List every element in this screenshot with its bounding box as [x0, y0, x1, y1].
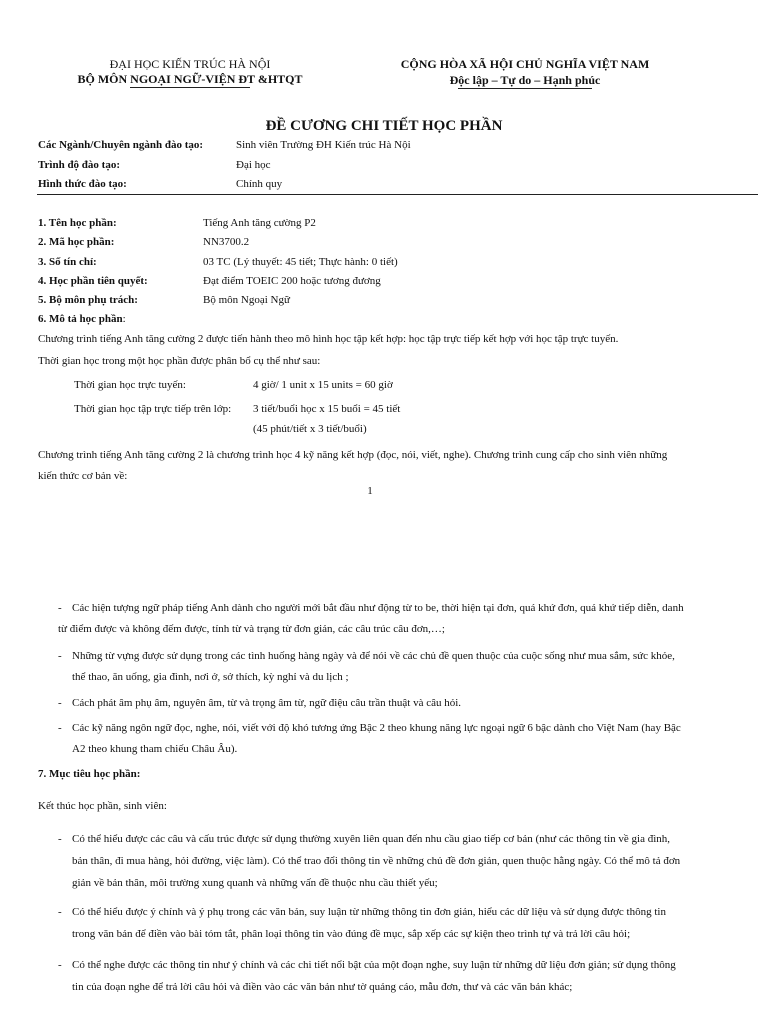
meta-label: Hình thức đào tạo: [38, 178, 127, 190]
bullet-dash: - [58, 650, 62, 662]
bullet-dash: - [58, 602, 62, 614]
section7-intro: Kết thúc học phần, sinh viên: [38, 800, 167, 812]
meta-value: Sinh viên Trường ĐH Kiến trúc Hà Nội [236, 139, 411, 151]
meta-value: Chính quy [236, 178, 283, 190]
list-item: Cách phát âm phụ âm, nguyên âm, từ và trọng âm từ, ngữ điệu câu trần thuật và câu hỏi. [72, 697, 462, 709]
section6-paragraph: Chương trình tiếng Anh tăng cường 2 là chương trình học 4 kỹ năng kết hợp (đọc, nói, viết, nghe). Chương trình cung cấp cho sinh viên những [38, 449, 668, 461]
time-label: Thời gian học trực tuyến: [74, 379, 186, 391]
info-value: Bộ môn Ngoại Ngữ [203, 294, 290, 306]
list-item: giản về bản thân, môi trường xung quanh và những vấn đề thuộc nhu cầu thiết yếu; [72, 877, 438, 889]
bullet-dash: - [58, 906, 62, 918]
list-item: tin của đoạn nghe để trả lời câu hỏi và điền vào các văn bản như tờ quảng cáo, mẫu đơn, thư và các văn bản khác; [72, 981, 573, 993]
time-value-note: (45 phút/tiết x 3 tiết/buổi) [253, 423, 367, 435]
list-item: Những từ vựng được sử dụng trong các tình huống hàng ngày và để nói về các chủ đề quen thuộc của cuộc sống như mua sắm, sức khỏe, [72, 650, 675, 662]
list-item: Có thể nghe được các thông tin như ý chính và các chi tiết nổi bật của một đoạn nghe, suy luận từ những dữ liệu đơn giản; sử dụng thông [72, 959, 676, 971]
list-item: từ điểm được và không đếm được, tính từ và trạng từ đơn giản, các câu trúc câu đơn,…; [58, 623, 445, 635]
list-item: Các kỹ năng ngôn ngữ đọc, nghe, nói, viết với độ khó tương ứng Bậc 2 theo khung năng lực ngoại ngữ 6 bậc dành cho Việt Nam (hay Bậc [72, 722, 681, 734]
section6-paragraph: Chương trình tiếng Anh tăng cường 2 được tiến hành theo mô hình học tập kết hợp: học tập trực tiếp kết hợp với học tập trực tuyến. [38, 333, 619, 345]
info-label: 3. Số tín chỉ: [38, 256, 97, 268]
bullet-dash: - [58, 959, 62, 971]
bullet-dash: - [58, 697, 62, 709]
left-header-underline [130, 87, 250, 88]
department-name: BỘ MÔN NGOẠI NGỮ-VIỆN ĐT &HTQT [77, 72, 303, 86]
section6-paragraph: kiến thức cơ bản về: [38, 470, 128, 482]
page-number: 1 [367, 485, 373, 497]
meta-value: Đại học [236, 159, 271, 171]
time-value: 3 tiết/buổi học x 15 buổi = 45 tiết [253, 403, 401, 415]
section6-title: 6. Mô tả học phần [38, 313, 123, 325]
right-header-underline [458, 88, 592, 89]
list-item: thể thao, ăn uống, gia đình, nơi ở, sở thích, kỳ nghỉ và du lịch ; [72, 671, 349, 683]
section7-heading: 7. Mục tiêu học phần: [38, 768, 141, 780]
info-value: Đạt điểm TOEIC 200 hoặc tương đương [203, 275, 381, 287]
bullet-dash: - [58, 722, 62, 734]
list-item: trong văn bản để điền vào bài tóm tắt, phân loại thông tin vào đúng đề mục, sắp xếp các sự kiện theo trình tự và trả lời câu hỏi; [72, 928, 631, 940]
info-value: NN3700.2 [203, 236, 250, 248]
document-title: ĐỀ CƯƠNG CHI TIẾT HỌC PHẦN [265, 118, 503, 134]
list-item: bản thân, đi mua hàng, hỏi đường, việc làm). Có thể trao đổi thông tin về những chủ đề đơn giản, quen thuộc hằng ngày. Có thể mô tả đơn [72, 855, 681, 867]
info-label: 4. Học phần tiên quyết: [38, 275, 148, 287]
info-label: 1. Tên học phần: [38, 217, 117, 229]
section6-heading [38, 313, 126, 325]
section6-colon: : [122, 313, 126, 325]
info-label: 5. Bộ môn phụ trách: [38, 294, 138, 306]
meta-divider [37, 194, 758, 195]
list-item: Có thể hiểu được các câu và cấu trúc được sử dụng thường xuyên liên quan đến nhu cầu giao tiếp cơ bản (như các thông tin về gia đình, [72, 833, 671, 845]
national-motto: Độc lập – Tự do – Hạnh phúc [449, 73, 601, 87]
university-name: ĐẠI HỌC KIẾN TRÚC HÀ NỘI [109, 57, 271, 71]
bullet-dash: - [58, 833, 62, 845]
info-value: 03 TC (Lý thuyết: 45 tiết; Thực hành: 0 tiết) [203, 256, 398, 268]
time-value: 4 giờ/ 1 unit x 15 units = 60 giờ [253, 379, 393, 391]
list-item: Có thể hiểu được ý chính và ý phụ trong các văn bản, suy luận từ những thông tin đơn giản, hiểu các dữ liệu và sử dụng được thông tin [72, 906, 666, 918]
info-label: 2. Mã học phần: [38, 236, 115, 248]
list-item: A2 theo khung tham chiếu Châu Âu). [72, 743, 238, 755]
republic-name: CỘNG HÒA XÃ HỘI CHỦ NGHĨA VIỆT NAM [400, 57, 650, 71]
info-value: Tiếng Anh tăng cường P2 [203, 217, 316, 229]
section6-paragraph: Thời gian học trong một học phần được phân bổ cụ thể như sau: [38, 355, 321, 367]
time-label: Thời gian học tập trực tiếp trên lớp: [74, 403, 232, 415]
list-item: Các hiện tượng ngữ pháp tiếng Anh dành cho người mới bắt đầu như động từ to be, thời hiện tại đơn, quá khứ đơn, quá khứ tiếp diễn, danh [72, 602, 684, 614]
meta-label: Các Ngành/Chuyên ngành đào tạo: [38, 139, 204, 151]
meta-label: Trình độ đào tạo: [38, 159, 121, 171]
